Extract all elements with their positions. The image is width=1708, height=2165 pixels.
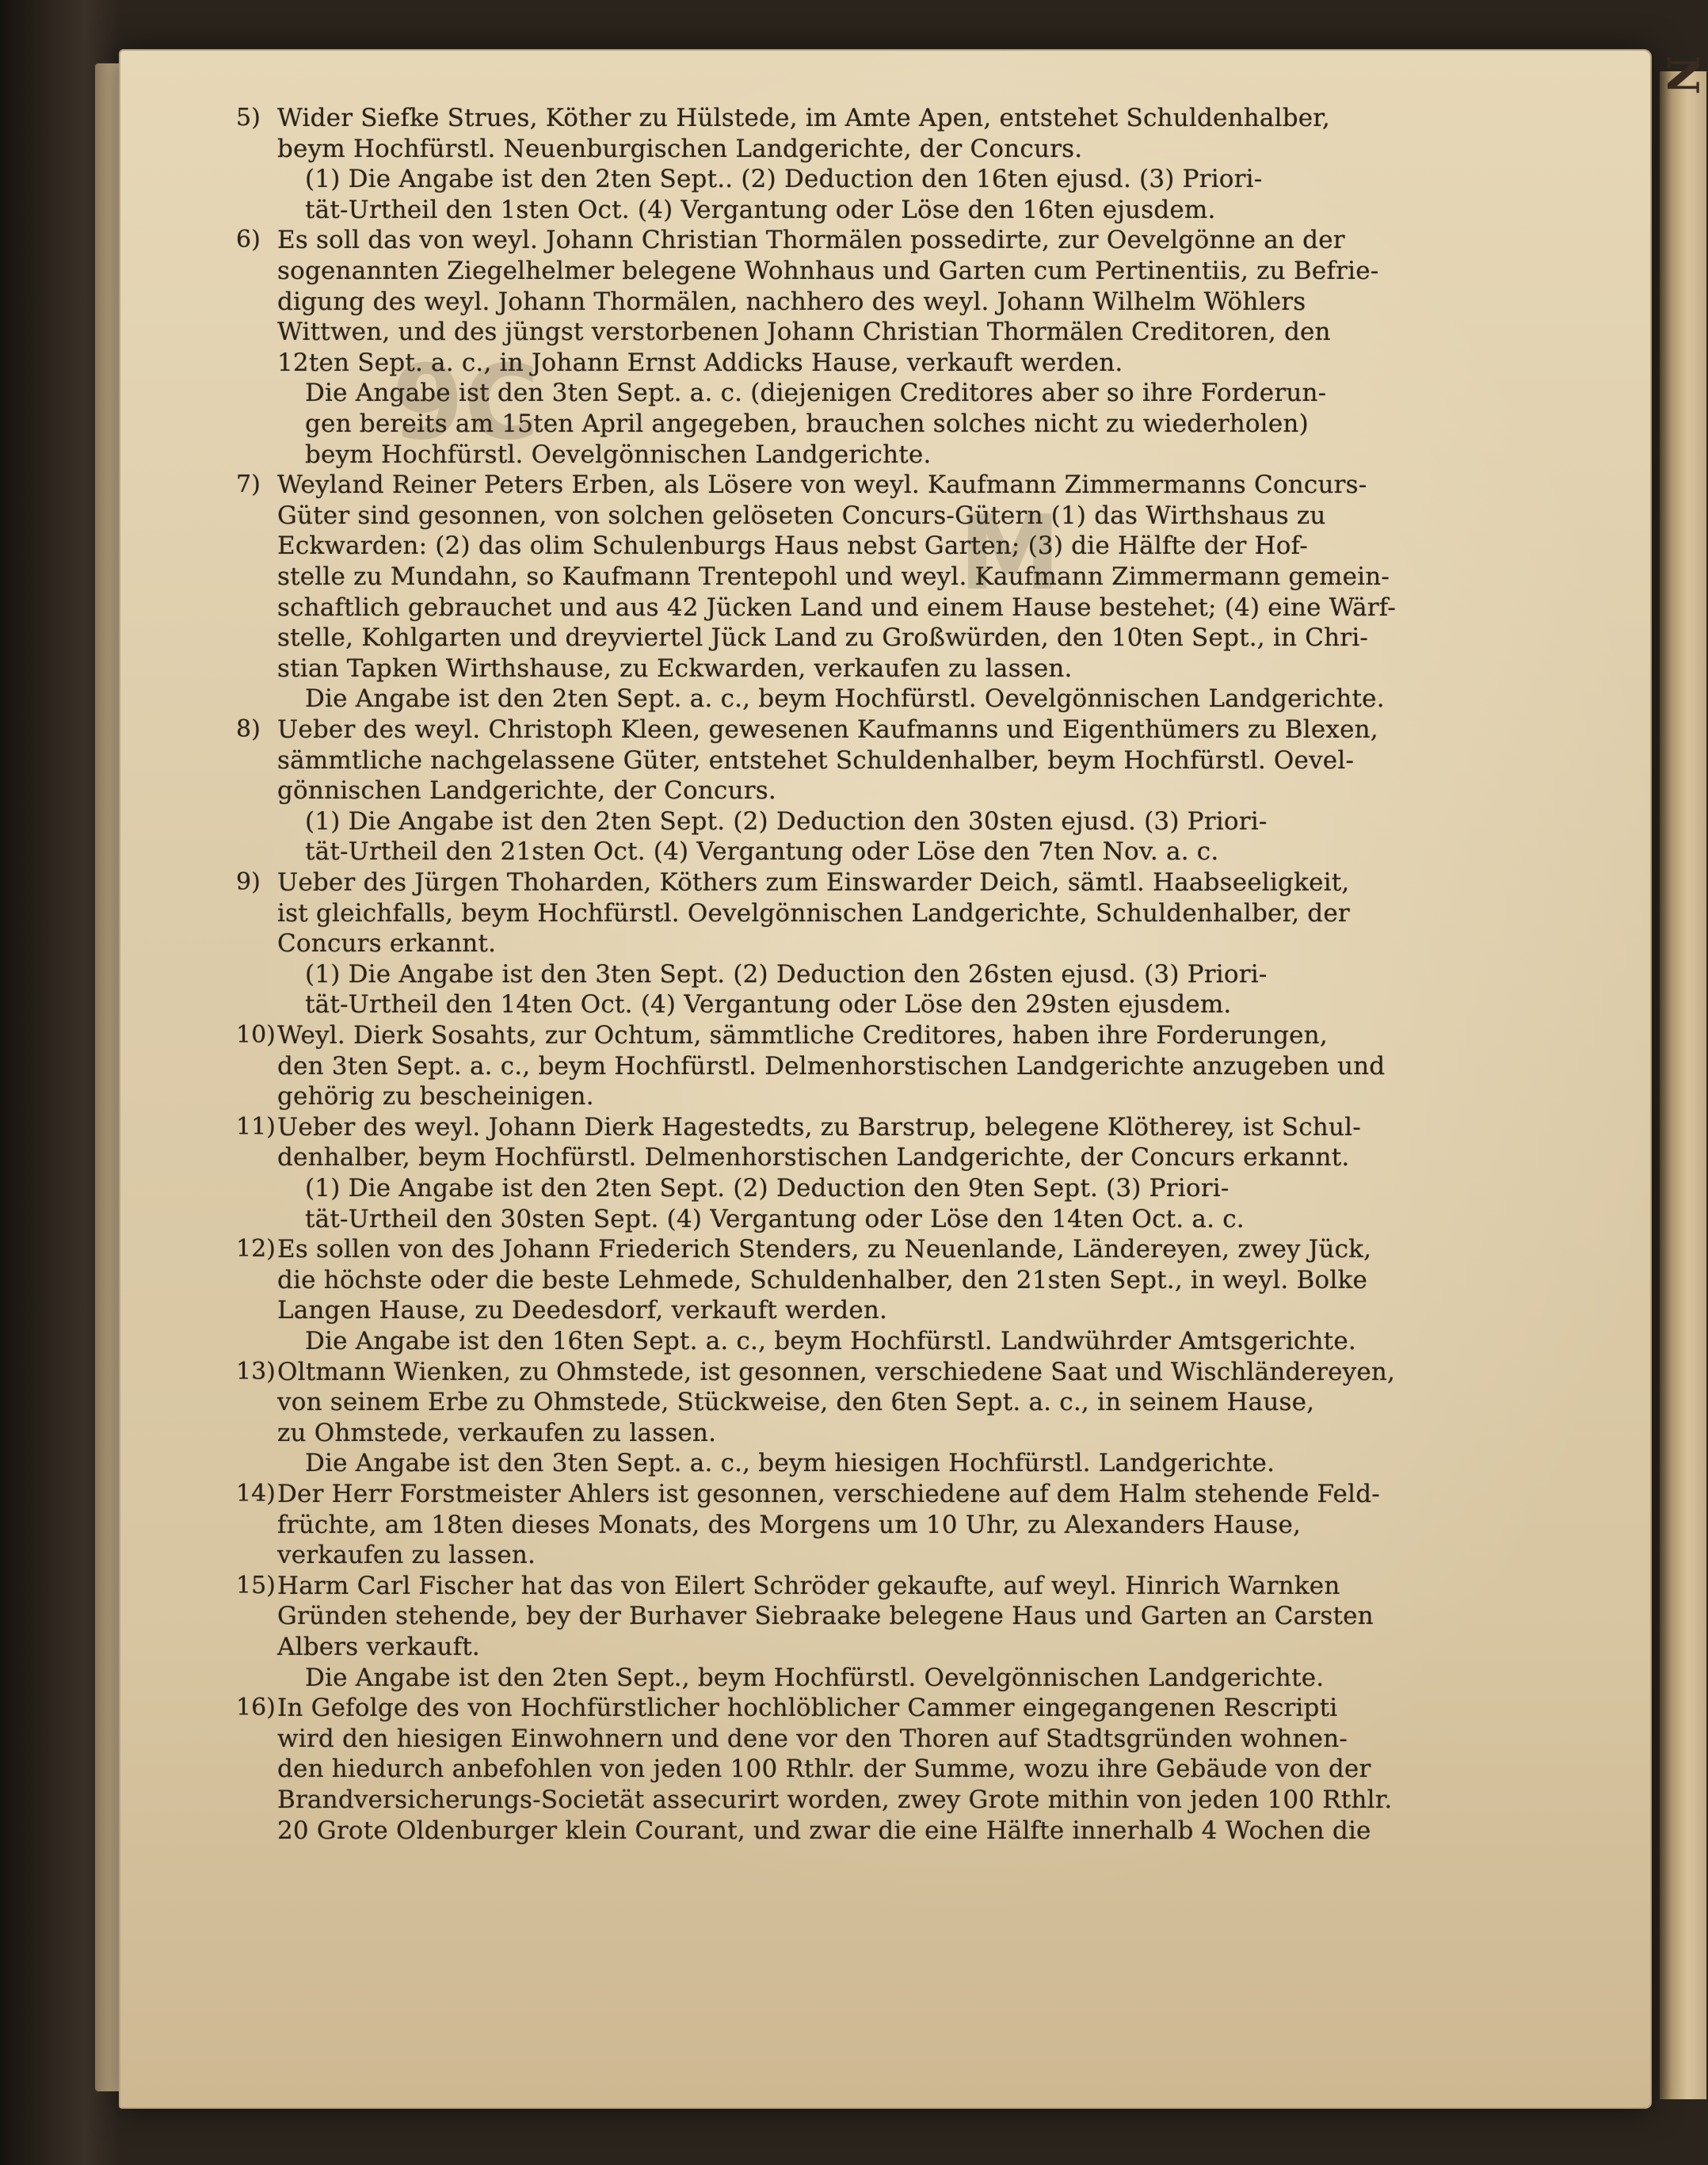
adjacent-page-marks: N	[1657, 55, 1708, 95]
entry-text-line: schaftlich gebrauchet und aus 42 Jücken Land und einem Hause bestehet; (4) eine Wärf-	[277, 593, 1397, 622]
entry-text-line: Die Angabe ist den 16ten Sept. a. c., beym Hochfürstl. Landwührder Amtsgerichte.	[305, 1327, 1356, 1355]
entry-text-line: stelle zu Mundahn, so Kaufmann Trentepohl und weyl. Kaufmann Zimmermann gemein-	[277, 562, 1390, 591]
show-through-mark: M	[959, 493, 1062, 613]
entry-number: 8)	[236, 715, 261, 743]
entry-text-line: 20 Grote Oldenburger klein Courant, und zwar die eine Hälfte innerhalb 4 Wochen die	[277, 1816, 1371, 1845]
entry-text-line: beym Hochfürstl. Oevelgönnischen Landgerichte.	[305, 440, 932, 469]
entry-number: 14)	[236, 1480, 276, 1507]
entry-text-line: Ueber des Jürgen Thoharden, Köthers zum Einswarder Deich, sämtl. Haabseeligkeit,	[277, 868, 1350, 897]
entry-text-line: tät-Urtheil den 1sten Oct. (4) Vergantung oder Löse den 16ten ejusdem.	[305, 195, 1216, 224]
entry-text-line: Harm Carl Fischer hat das von Eilert Schröder gekaufte, auf weyl. Hinrich Warnken	[277, 1571, 1340, 1600]
entry-text-line: den 3ten Sept. a. c., beym Hochfürstl. Delmenhorstischen Landgerichte anzugeben und	[277, 1051, 1386, 1081]
entry-number: 9)	[236, 868, 261, 896]
entry-text-line: sämmtliche nachgelassene Güter, entstehet Schuldenhalber, beym Hochfürstl. Oevel-	[277, 745, 1355, 775]
entry-text-line: tät-Urtheil den 14ten Oct. (4) Vergantung oder Löse den 29sten ejusdem.	[305, 990, 1232, 1020]
entry-text-line: Ueber des weyl. Johann Dierk Hagestedts, zu Barstrup, belegene Klötherey, ist Schul-	[277, 1112, 1361, 1142]
entry-text-line: gehörig zu bescheinigen.	[277, 1082, 594, 1111]
entry-text-line: (1) Die Angabe ist den 2ten Sept. (2) Deduction den 30sten ejusd. (3) Priori-	[305, 806, 1268, 836]
entry-number: 15)	[236, 1571, 276, 1599]
entry-text-line: tät-Urtheil den 21sten Oct. (4) Vergantung oder Löse den 7ten Nov. a. c.	[305, 837, 1219, 867]
entry-text-line: Die Angabe ist den 3ten Sept. a. c., beym hiesigen Hochfürstl. Landgerichte.	[305, 1449, 1275, 1478]
entry-text-line: (1) Die Angabe ist den 2ten Sept.. (2) Deduction den 16ten ejusd. (3) Priori-	[305, 165, 1263, 194]
entry-text-line: stelle, Kohlgarten und dreyviertel Jück Land zu Großwürden, den 10ten Sept., in Chri-	[277, 623, 1369, 653]
entry-number: 10)	[236, 1021, 276, 1049]
entry-text-line: Die Angabe ist den 3ten Sept. a. c. (diejenigen Creditores aber so ihre Forderun-	[305, 379, 1327, 408]
entry-number: 7)	[236, 471, 261, 499]
entry-text-line: gönnischen Landgerichte, der Concurs.	[277, 776, 776, 806]
adjacent-page-strip	[1660, 71, 1706, 2099]
entry-text-line: die höchste oder die beste Lehmede, Schuldenhalber, den 21sten Sept., in weyl. Bolke	[277, 1265, 1368, 1294]
entry-text-line: Es soll das von weyl. Johann Christian Thormälen possedirte, zur Oevelgönne an der	[277, 226, 1345, 255]
entry-text-line: Eckwarden: (2) das olim Schulenburgs Haus nebst Garten; (3) die Hälfte der Hof-	[277, 532, 1308, 561]
entry-number: 6)	[236, 226, 261, 254]
entry-text-line: Die Angabe ist den 2ten Sept. a. c., beym Hochfürstl. Oevelgönnischen Landgerichte.	[305, 684, 1385, 714]
page-text	[119, 49, 1652, 2109]
entry-text-line: Es sollen von des Johann Friederich Stenders, zu Neuenlande, Ländereyen, zwey Jück,	[277, 1235, 1372, 1264]
entry-text-line: Weyland Reiner Peters Erben, als Lösere von weyl. Kaufmann Zimmermanns Concurs-	[277, 471, 1367, 500]
entry-text-line: Der Herr Forstmeister Ahlers ist gesonnen, verschiedene auf dem Halm stehende Feld-	[277, 1480, 1380, 1508]
entry-text-line: Langen Hause, zu Deedesdorf, verkauft werden.	[277, 1296, 888, 1325]
entry-text-line: verkaufen zu lassen.	[277, 1541, 536, 1570]
entry-text-line: tät-Urtheil den 30sten Sept. (4) Vergantung oder Löse den 14ten Oct. a. c.	[305, 1204, 1245, 1233]
entry-text-line: von seinem Erbe zu Ohmstede, Stückweise, den 6ten Sept. a. c., in seinem Hause,	[277, 1388, 1315, 1417]
entry-text-line: Wider Siefke Strues, Köther zu Hülstede, im Amte Apen, entstehet Schuldenhalber,	[277, 104, 1330, 132]
entry-text-line: Weyl. Dierk Sosahts, zur Ochtum, sämmtliche Creditores, haben ihre Forderungen,	[277, 1021, 1328, 1050]
entry-text-line: zu Ohmstede, verkaufen zu lassen.	[277, 1418, 717, 1447]
entry-text-line: sogenannten Ziegelhelmer belegene Wohnhaus und Garten cum Pertinentiis, zu Befrie-	[277, 257, 1379, 285]
entry-text-line: früchte, am 18ten dieses Monats, des Morgens um 10 Uhr, zu Alexanders Hause,	[277, 1510, 1302, 1539]
entry-text-line: Wittwen, und des jüngst verstorbenen Johann Christian Thormälen Creditoren, den	[277, 318, 1331, 347]
document-page	[119, 49, 1652, 2109]
entry-number: 5)	[236, 104, 261, 132]
entry-text-line: Albers verkauft.	[277, 1633, 480, 1661]
entry-text-line: Concurs erkannt.	[277, 929, 497, 959]
entry-number: 12)	[236, 1235, 276, 1264]
entry-text-line: In Gefolge des von Hochfürstlicher hochlöblicher Cammer eingegangenen Rescripti	[277, 1694, 1338, 1723]
entry-text-line: Brandversicherungs-Societät assecurirt worden, zwey Grote mithin von jeden 100 Rthlr.	[277, 1786, 1393, 1814]
entry-text-line: Oltmann Wienken, zu Ohmstede, ist gesonnen, verschiedene Saat und Wischländereyen,	[277, 1357, 1396, 1386]
entry-number: 13)	[236, 1357, 276, 1386]
entry-text-line: (1) Die Angabe ist den 2ten Sept. (2) Deduction den 9ten Sept. (3) Priori-	[305, 1174, 1230, 1203]
entry-text-line: denhalber, beym Hochfürstl. Delmenhorstischen Landgerichte, der Concurs erkannt.	[277, 1143, 1350, 1172]
entry-text-line: Die Angabe ist den 2ten Sept., beym Hochfürstl. Oevelgönnischen Landgerichte.	[305, 1663, 1325, 1692]
entry-number: 16)	[236, 1694, 276, 1722]
entry-text-line: (1) Die Angabe ist den 3ten Sept. (2) Deduction den 26sten ejusd. (3) Priori-	[305, 959, 1268, 989]
entry-text-line: 12ten Sept. a. c., in Johann Ernst Addicks Hause, verkauft werden.	[277, 348, 1123, 377]
entry-text-line: wird den hiesigen Einwohnern und dene vor den Thoren auf Stadtsgründen wohnen-	[277, 1724, 1348, 1753]
entry-text-line: beym Hochfürstl. Neuenburgischen Landgerichte, der Concurs.	[277, 134, 1083, 163]
entry-text-line: digung des weyl. Johann Thormälen, nachhero des weyl. Johann Wilhelm Wöhlers	[277, 287, 1306, 316]
entry-text-line: Gründen stehende, bey der Burhaver Siebraake belegene Haus und Garten an Carsten	[277, 1602, 1374, 1631]
entry-text-line: den hiedurch anbefohlen von jeden 100 Rthlr. der Summe, wozu ihre Gebäude von der	[277, 1755, 1371, 1784]
entry-text-line: gen bereits am 15ten April angegeben, brauchen solches nicht zu wiederholen)	[305, 410, 1309, 438]
show-through-mark: 9C	[392, 342, 539, 463]
entry-text-line: stian Tapken Wirthshause, zu Eckwarden, verkaufen zu lassen.	[277, 654, 1073, 683]
entry-text-line: Ueber des weyl. Christoph Kleen, gewesenen Kaufmanns und Eigenthümers zu Blexen,	[277, 715, 1378, 744]
entry-text-line: ist gleichfalls, beym Hochfürstl. Oevelgönnischen Landgerichte, Schuldenhalber, der	[277, 898, 1350, 928]
page-edge-left	[95, 63, 122, 2091]
entry-text-line: Güter sind gesonnen, von solchen gelöseten Concurs-Gütern (1) das Wirthshaus zu	[277, 501, 1326, 530]
entry-number: 11)	[236, 1112, 276, 1141]
